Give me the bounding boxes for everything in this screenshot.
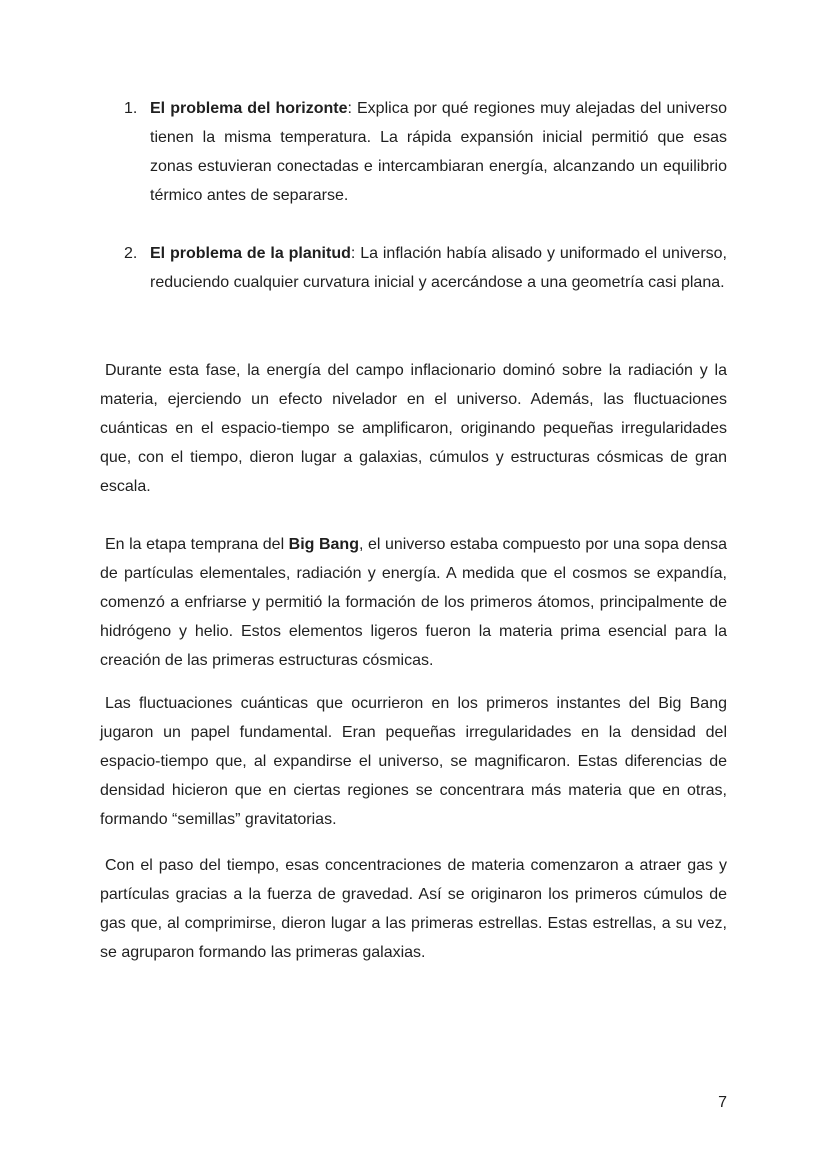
numbered-list [100, 94, 727, 297]
paragraph-inflation: Durante esta fase, la energía del campo inflacionario dominó sobre la radiación y la materia, ejerciendo un efecto nivelador en el universo. Además, las fluctuaciones cuánticas en el espacio-tiempo se amplificaron, originando pequeñas irregularidades que, con el tiempo, dieron lugar a galaxias, cúmulos y estructuras cósmicas de gran escala. [100, 362, 727, 495]
list-item [100, 239, 727, 297]
list-text: : La inflación había alisado y uniformado el universo, reduciendo cualquier curvatura inicial y acercándose a una geometría casi plana. [150, 245, 728, 291]
paragraph-fluctuations: Las fluctuaciones cuánticas que ocurrieron en los primeros instantes del Big Bang jugaron un papel fundamental. Eran pequeñas irregularidades en la densidad del espacio-tiempo que, al expandirse el universo, se magnificaron. Estas diferencias de densidad hicieron que en ciertas regiones se concentrara más materia que en otras, formando “semillas” gravitatorias. [100, 695, 727, 828]
list-number: 1. [124, 100, 138, 117]
list-term: El problema de la planitud [150, 245, 351, 262]
list-item [100, 94, 727, 210]
list-number: 2. [124, 245, 138, 262]
list-term: El problema del horizonte [150, 100, 348, 117]
page-number: 7 [718, 1094, 727, 1111]
list-text: : Explica por qué regiones muy alejadas del universo tienen la misma temperatura. La rápida expansión inicial permitió que esas zonas estuvieran conectadas e intercambiaran energía, alcanzando un equilibrio térmico antes de separarse. [150, 100, 728, 204]
paragraph-galaxies: Con el paso del tiempo, esas concentraciones de materia comenzaron a atraer gas y partículas gracias a la fuerza de gravedad. Así se originaron los primeros cúmulos de gas que, al comprimirse, dieron lugar a las primeras estrellas. Estas estrellas, a su vez, se agruparon formando las primeras galaxias. [100, 857, 727, 961]
paragraph-text: En la etapa temprana del [105, 536, 289, 553]
paragraph-text: , el universo estaba compuesto por una sopa densa de partículas elementales, radiación y energía. A medida que el cosmos se expandía, comenzó a enfriarse y permitió la formación de los primeros átomos, principalmente de hidrógeno y helio. Estos elementos ligeros fueron la materia prima esencial para la creación de las primeras estructuras cósmicas. [100, 536, 728, 669]
paragraph-big-bang [100, 530, 727, 675]
paragraph-bold-term: Big Bang [288, 536, 359, 553]
